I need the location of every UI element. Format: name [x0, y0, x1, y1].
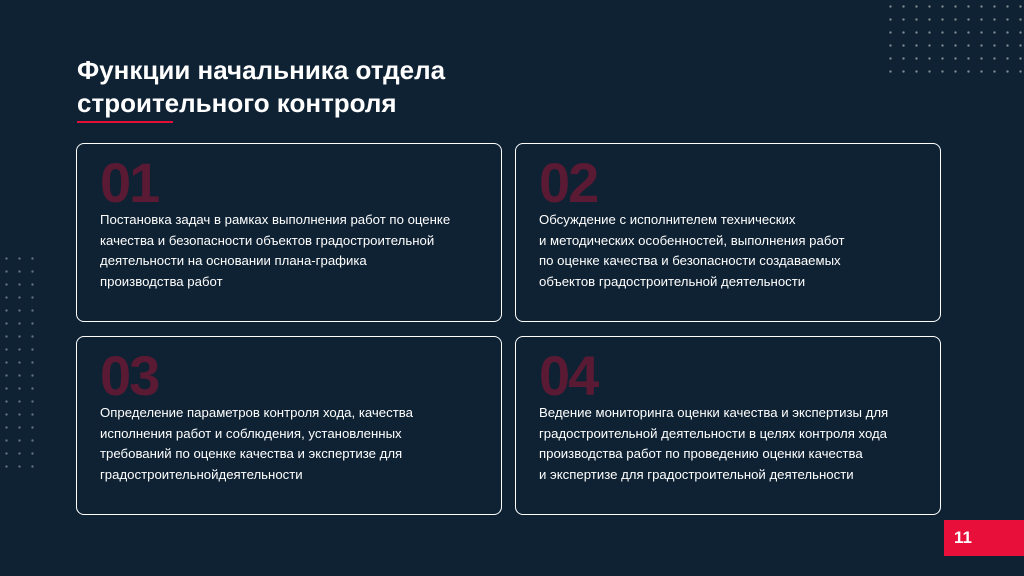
function-card-04: [515, 336, 941, 515]
card-text-line: градостроительнойдеятельности: [100, 466, 303, 482]
slide-title-line-2: строительного контроля: [77, 88, 397, 118]
card-text-line: Ведение мониторинга оценки качества и экспертизы для: [539, 405, 889, 420]
card-text-line: и экспертизе для градостроительной деятельности: [539, 466, 854, 482]
card-text-line: Определение параметров контроля хода, качества: [100, 405, 413, 420]
page-number-badge: [944, 520, 1024, 556]
card-number: 01: [100, 151, 159, 214]
card-description: [539, 210, 934, 292]
card-text-line: производства работ: [100, 273, 223, 289]
card-text-line: требований по оценке качества и экспертизе для: [100, 446, 403, 461]
slide-title: [77, 54, 597, 120]
card-text-line: градостроительной деятельности в целях контроля хода: [539, 425, 888, 441]
function-card-01: [76, 143, 502, 322]
card-number: 03: [100, 344, 159, 407]
card-description: [100, 210, 495, 292]
title-underline: [77, 121, 173, 123]
decorative-dot-grid-left: [0, 252, 44, 472]
function-card-02: [515, 143, 941, 322]
decorative-dot-grid-top-right: [884, 0, 1024, 80]
function-card-03: [76, 336, 502, 515]
card-text-line: производства работ по проведению оценки качества: [539, 446, 863, 461]
card-text-line: объектов градостроительной деятельности: [539, 273, 806, 289]
card-text-line: Постановка задач в рамках выполнения работ по оценке: [100, 212, 451, 227]
card-description: [100, 403, 495, 485]
card-text-line: Обсуждение с исполнителем технических: [539, 212, 796, 227]
page-number: 11: [954, 528, 972, 547]
slide-title-line-1: Функции начальника отдела: [77, 55, 446, 85]
card-text-line: по оценке качества и безопасности создаваемых: [539, 253, 841, 268]
card-text-line: и методических особенностей, выполнения работ: [539, 232, 845, 248]
card-text-line: деятельности на основании плана-графика: [100, 253, 367, 268]
card-number: 04: [539, 344, 598, 407]
card-text-line: исполнения работ и соблюдения, установленных: [100, 425, 402, 441]
card-description: [539, 403, 934, 485]
card-number: 02: [539, 151, 598, 214]
card-text-line: качества и безопасности объектов градостроительной: [100, 232, 435, 248]
